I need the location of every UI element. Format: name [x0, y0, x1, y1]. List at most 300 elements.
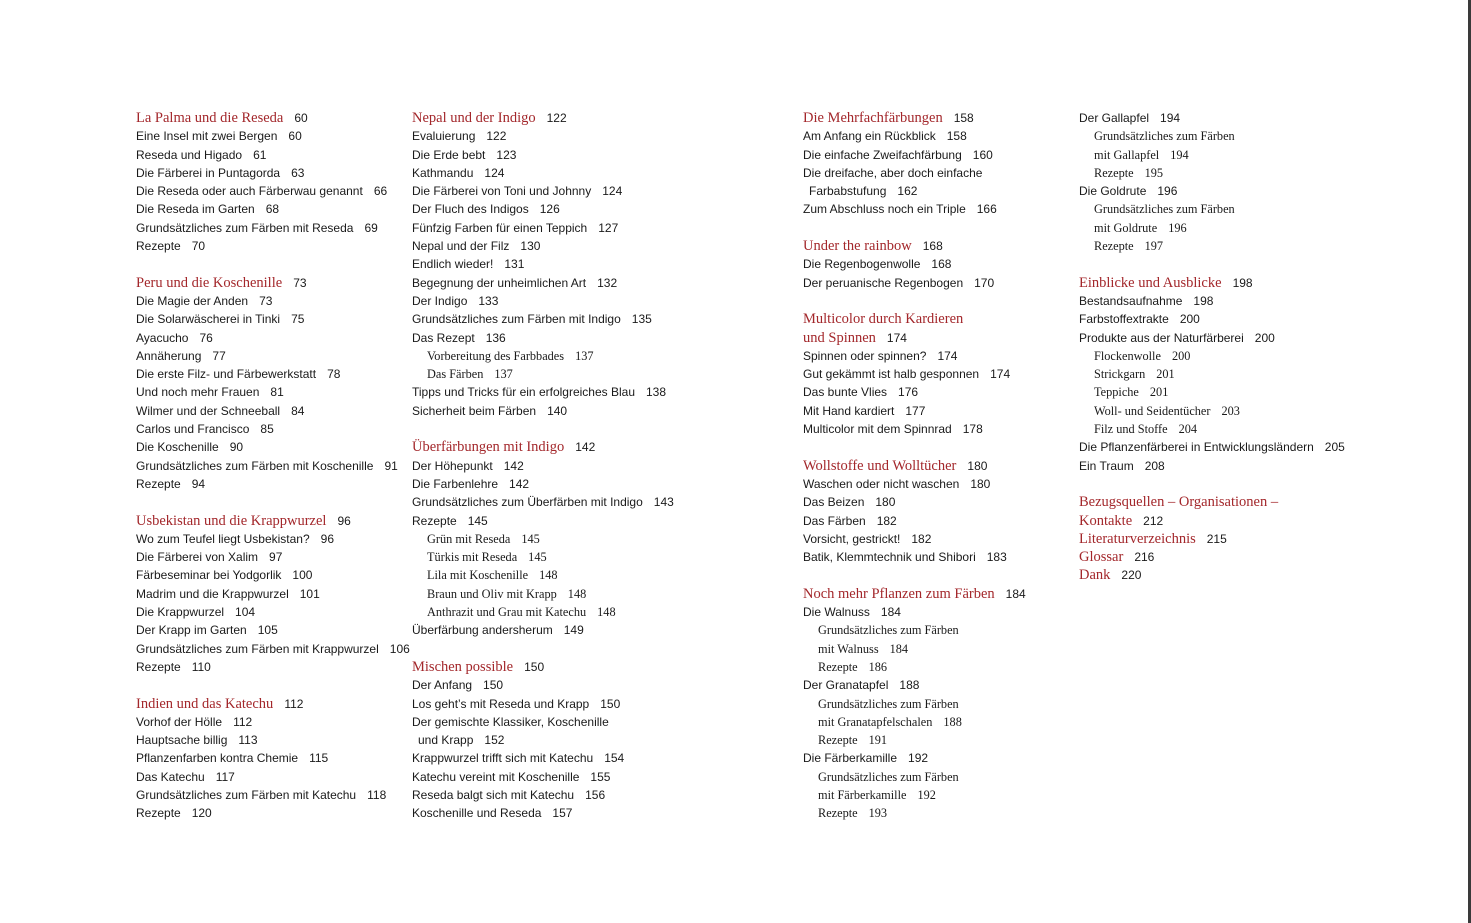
toc-entry: [412, 274, 792, 292]
toc-page-number: 145: [467, 513, 488, 528]
toc-page-number: 135: [631, 312, 652, 327]
toc-page-number: 193: [868, 806, 888, 821]
toc-entry-title: Grundsätzliches zum Färben: [1094, 202, 1235, 217]
toc-entry-title: Zum Abschluss noch ein Triple: [803, 202, 966, 217]
toc-entry: [136, 127, 398, 145]
toc-entry-title: Der Granatapfel: [803, 678, 889, 693]
toc-entry-title: Die Reseda oder auch Färberwau genannt: [136, 184, 363, 199]
toc-page-number: 180: [967, 458, 988, 473]
toc-chapter-heading: [136, 512, 398, 530]
toc-entry-title: und Spinnen: [803, 329, 876, 346]
toc-entry-title: Anthrazit und Grau mit Katechu: [427, 605, 587, 620]
toc-page-number: 117: [215, 769, 235, 784]
toc-entry-title: Die Walnuss: [803, 605, 870, 620]
toc-entry-title: Rezepte: [1094, 165, 1134, 180]
toc-page-number: 183: [986, 550, 1007, 565]
toc-entry: [412, 292, 792, 310]
toc-entry-title: Das Katechu: [136, 769, 205, 784]
toc-entry: [136, 329, 398, 347]
toc-entry: [136, 310, 398, 328]
toc-page-number: 212: [1143, 513, 1164, 528]
toc-subentry: [412, 530, 792, 548]
toc-entry: [412, 402, 792, 420]
toc-spacer: [136, 493, 398, 511]
toc-subentry: [1079, 127, 1349, 145]
toc-entry-title: Pflanzenfarben kontra Chemie: [136, 751, 299, 766]
toc-page-number: 201: [1156, 367, 1175, 382]
toc-entry-title: Die dreifache, aber doch einfache: [803, 165, 983, 180]
toc-entry: [136, 731, 398, 749]
toc-entry: [803, 493, 1073, 511]
toc-chapter-heading: [412, 658, 792, 676]
toc-entry: [136, 621, 398, 639]
toc-page-number: 168: [931, 257, 952, 272]
toc-entry-title: Die Goldrute: [1079, 184, 1147, 199]
toc-page-number: 184: [1005, 586, 1026, 601]
toc-subentry: [1079, 347, 1349, 365]
toc-page-number: 85: [260, 422, 274, 437]
toc-page-number: 216: [1134, 550, 1155, 565]
toc-subentry: [803, 695, 1073, 713]
toc-page-number: 149: [563, 623, 584, 638]
toc-entry: [136, 768, 398, 786]
toc-entry-title: Sicherheit beim Färben: [412, 403, 537, 418]
toc-entry-title: Literaturverzeichnis: [1079, 530, 1196, 547]
toc-entry-title: Flockenwolle: [1094, 348, 1161, 363]
toc-entry-title: Die Koschenille: [136, 440, 219, 455]
toc-page-number: 154: [604, 751, 625, 766]
toc-entry: [803, 420, 1073, 438]
toc-entry: [412, 383, 792, 401]
toc-subentry: [412, 566, 792, 584]
toc-subentry: [412, 365, 792, 383]
toc-page-number: 145: [528, 550, 547, 565]
toc-spacer: [803, 438, 1073, 456]
toc-entry: [136, 457, 398, 475]
toc-entry-title: Überfärbung andersherum: [412, 623, 553, 638]
toc-page-number: 142: [503, 458, 524, 473]
toc-page-number: 113: [238, 733, 258, 748]
toc-page-number: 81: [270, 385, 284, 400]
toc-entry-title: La Palma und die Reseda: [136, 110, 284, 126]
toc-entry-title: mit Walnuss: [818, 641, 879, 656]
toc-page-number: 105: [257, 623, 278, 638]
toc-entry: [412, 475, 792, 493]
toc-entry-title: Grundsätzliches zum Färben mit Reseda: [136, 220, 354, 235]
toc-entry: [412, 127, 792, 145]
toc-page-number: 182: [876, 513, 897, 528]
toc-entry-title: Mischen possible: [412, 658, 514, 675]
toc-page-number: 184: [889, 641, 909, 656]
toc-entry-title: Grundsätzliches zum Färben mit Katechu: [136, 787, 357, 802]
toc-entry-title: Die Färberei von Toni und Johnny: [412, 184, 592, 199]
toc-entry-title: Wo zum Teufel liegt Usbekistan?: [136, 531, 310, 546]
toc-entry: [803, 200, 1073, 218]
toc-subentry: [1079, 383, 1349, 401]
toc-page-number: 122: [546, 111, 567, 125]
toc-entry: [803, 383, 1073, 401]
toc-page-number: 150: [600, 696, 621, 711]
toc-entry-title: Rezepte: [1094, 239, 1134, 254]
toc-entry-title: Vorsicht, gestrickt!: [803, 531, 901, 546]
toc-page-number: 178: [962, 422, 983, 437]
toc-entry-title: Türkis mit Reseda: [427, 550, 518, 565]
toc-entry: [136, 438, 398, 456]
toc-entry-title: Die erste Filz- und Färbewerkstatt: [136, 367, 317, 382]
toc-chapter-heading: [803, 329, 1073, 347]
toc-page-number: 191: [868, 733, 888, 748]
toc-page-number: 137: [575, 348, 594, 363]
toc-entry: [803, 255, 1073, 273]
toc-page-number: 156: [585, 787, 606, 802]
toc-page-number: 124: [484, 165, 505, 180]
toc-page-number: 76: [199, 330, 213, 345]
toc-entry: [412, 786, 792, 804]
toc-chapter-heading: [803, 457, 1073, 475]
toc-chapter-heading: [1079, 566, 1349, 584]
toc-column-2: [412, 109, 792, 823]
toc-entry-title: Kontakte: [1079, 512, 1133, 529]
toc-entry: [803, 146, 1073, 164]
toc-entry-title: Glossar: [1079, 549, 1124, 566]
toc-page-number: 112: [233, 714, 253, 729]
toc-entry: [412, 164, 792, 182]
toc-chapter-heading: [803, 237, 1073, 255]
toc-entry-title: Grün mit Reseda: [427, 531, 511, 546]
toc-entry: [803, 164, 1073, 182]
toc-entry: [136, 804, 398, 822]
toc-entry-title: Rezepte: [412, 513, 457, 528]
toc-page-number: 195: [1144, 165, 1164, 180]
toc-subentry: [803, 640, 1073, 658]
toc-spacer: [1079, 475, 1349, 493]
toc-entry: [1079, 109, 1349, 127]
toc-entry: [803, 530, 1073, 548]
toc-entry-title: Reseda und Higado: [136, 147, 243, 162]
toc-entry-title: Under the rainbow: [803, 238, 912, 255]
toc-entry: [136, 292, 398, 310]
toc-column-1: [136, 109, 410, 823]
toc-subentry: [412, 548, 792, 566]
toc-page-number: 73: [293, 275, 307, 290]
toc-entry-title: Rezepte: [818, 659, 858, 674]
toc-page-number: 60: [288, 129, 302, 144]
toc-page-number: 115: [309, 751, 329, 766]
toc-page-number: 198: [1193, 293, 1214, 308]
toc-entry-title: Evaluierung: [412, 129, 476, 144]
toc-entry-title: Krappwurzel trifft sich mit Katechu: [412, 751, 594, 766]
toc-subentry: [803, 804, 1073, 822]
toc-entry: [803, 127, 1073, 145]
toc-entry-continuation: [803, 182, 1073, 200]
toc-spacer: [803, 566, 1073, 584]
toc-page-number: 84: [291, 403, 305, 418]
toc-entry-title: Rezepte: [136, 659, 181, 674]
toc-entry: [412, 146, 792, 164]
toc-entry: [412, 457, 792, 475]
toc-entry-title: Grundsätzliches zum Färben mit Koschenille: [136, 458, 374, 473]
toc-entry: [412, 255, 792, 273]
toc-entry-title: mit Gallapfel: [1094, 147, 1160, 162]
toc-entry-title: Die Reseda im Garten: [136, 202, 255, 217]
toc-entry-title: Der Fluch des Indigos: [412, 202, 529, 217]
toc-page-number: 126: [539, 202, 560, 217]
toc-entry: [136, 749, 398, 767]
toc-entry-title: Vorhof der Hölle: [136, 714, 223, 729]
toc-subentry: [803, 713, 1073, 731]
toc-entry: [136, 347, 398, 365]
toc-entry-title: mit Goldrute: [1094, 220, 1158, 235]
toc-entry: [136, 182, 398, 200]
toc-entry: [136, 402, 398, 420]
toc-entry: [136, 658, 398, 676]
toc-page-number: 196: [1157, 184, 1178, 199]
toc-page-number: 123: [496, 147, 517, 162]
toc-entry-title: Der Krapp im Garten: [136, 623, 247, 638]
toc-page-number: 160: [972, 147, 993, 162]
toc-page-number: 205: [1324, 440, 1345, 455]
toc-page-number: 94: [191, 476, 206, 491]
toc-entry-title: Mit Hand kardiert: [803, 403, 895, 418]
toc-chapter-heading: [803, 310, 1073, 328]
toc-entry-title: Die Farbenlehre: [412, 476, 499, 491]
toc-entry: [136, 566, 398, 584]
toc-entry: [136, 713, 398, 731]
toc-entry: [412, 749, 792, 767]
toc-entry-title: Rezepte: [136, 806, 181, 821]
toc-page-number: 180: [875, 495, 896, 510]
toc-entry-title: Grundsätzliches zum Färben: [818, 769, 959, 784]
toc-entry: [803, 274, 1073, 292]
toc-entry-title: Woll- und Seidentücher: [1094, 403, 1211, 418]
toc-entry: [412, 182, 792, 200]
toc-page-number: 200: [1179, 312, 1200, 327]
toc-page-number: 124: [602, 184, 623, 199]
toc-subentry: [412, 603, 792, 621]
toc-entry: [136, 200, 398, 218]
toc-chapter-heading: [412, 438, 792, 456]
toc-entry: [136, 237, 398, 255]
toc-entry: [136, 164, 398, 182]
toc-entry-title: Katechu vereint mit Koschenille: [412, 769, 580, 784]
toc-spacer: [136, 676, 398, 694]
toc-page-number: 145: [521, 531, 540, 546]
toc-page-number: 140: [547, 403, 568, 418]
toc-entry-title: Waschen oder nicht waschen: [803, 476, 960, 491]
toc-entry-title: Wollstoffe und Wolltücher: [803, 457, 957, 474]
toc-page-number: 112: [284, 696, 304, 711]
toc-spacer: [1079, 255, 1349, 273]
toc-entry: [412, 310, 792, 328]
toc-entry: [412, 219, 792, 237]
toc-entry-title: Produkte aus der Naturfärberei: [1079, 330, 1244, 345]
toc-entry: [412, 676, 792, 694]
toc-entry: [803, 475, 1073, 493]
toc-page-number: 60: [294, 111, 308, 125]
toc-entry-title: Der Indigo: [412, 293, 468, 308]
toc-page-number: 101: [299, 586, 320, 601]
toc-entry-title: Multicolor mit dem Spinnrad: [803, 422, 952, 437]
toc-entry-title: Nepal und der Indigo: [412, 110, 536, 126]
toc-entry-title: Das bunte Vlies: [803, 385, 888, 400]
toc-entry-title: Der Höhepunkt: [412, 458, 493, 473]
toc-page-number: 174: [886, 330, 907, 345]
toc-entry: [803, 749, 1073, 767]
toc-entry-title: Kathmandu: [412, 165, 474, 180]
toc-page-number: 162: [897, 184, 918, 199]
toc-page-number: 201: [1149, 385, 1169, 400]
toc-subentry: [803, 658, 1073, 676]
toc-page-number: 208: [1144, 458, 1165, 473]
toc-entry-title: Das Beizen: [803, 495, 865, 510]
toc-entry-title: Lila mit Koschenille: [427, 568, 529, 583]
toc-entry: [803, 347, 1073, 365]
toc-entry: [412, 329, 792, 347]
toc-entry-title: Die Regenbogenwolle: [803, 257, 921, 272]
toc-page-number: 177: [905, 403, 926, 418]
toc-entry-title: Der Anfang: [412, 678, 473, 693]
toc-page-number: 138: [646, 385, 667, 400]
toc-entry-title: Strickgarn: [1094, 367, 1146, 382]
toc-page-number: 148: [597, 605, 616, 620]
toc-page-number: 143: [653, 495, 674, 510]
toc-page-number: 136: [485, 330, 506, 345]
toc-entry-title: Einblicke und Ausblicke: [1079, 274, 1222, 291]
toc-page-number: 70: [191, 239, 206, 254]
toc-entry-title: Die Färberei in Puntagorda: [136, 165, 281, 180]
toc-entry: [136, 548, 398, 566]
toc-entry: [412, 804, 792, 822]
toc-page-number: 148: [539, 568, 558, 583]
toc-chapter-heading: [412, 109, 792, 127]
toc-page-number: 90: [229, 440, 244, 455]
toc-entry-title: mit Färberkamille: [818, 787, 907, 802]
toc-entry-title: Grundsätzliches zum Überfärben mit Indigo: [412, 495, 643, 510]
toc-entry-title: Grundsätzliches zum Färben mit Indigo: [412, 312, 621, 327]
toc-subentry: [803, 731, 1073, 749]
toc-entry-title: Rezepte: [136, 476, 181, 491]
toc-spacer: [412, 640, 792, 658]
toc-entry: [803, 676, 1073, 694]
toc-page-number: 100: [292, 568, 313, 583]
toc-entry-title: Koschenille und Reseda: [412, 806, 542, 821]
toc-page-number: 73: [259, 293, 273, 308]
toc-page-number: 200: [1254, 330, 1275, 345]
toc-entry: [803, 365, 1073, 383]
toc-page-number: 69: [364, 220, 378, 235]
toc-entry-title: Der gemischte Klassiker, Koschenille: [412, 714, 609, 729]
toc-page-number: 198: [1232, 275, 1253, 290]
toc-page-number: 168: [922, 239, 943, 254]
toc-page-number: 194: [1170, 147, 1189, 162]
toc-page-number: 200: [1171, 348, 1191, 363]
toc-entry-title: Annäherung: [136, 348, 202, 363]
toc-entry: [803, 548, 1073, 566]
toc-page-number: 157: [552, 806, 573, 821]
toc-page-number: 150: [524, 659, 545, 674]
toc-page-number: 186: [868, 659, 888, 674]
toc-entry: [803, 512, 1073, 530]
toc-entry: [136, 585, 398, 603]
toc-column-3: [803, 109, 1073, 823]
toc-page-number: 63: [291, 165, 305, 180]
toc-page-number: 158: [953, 111, 974, 125]
toc-entry-title: Nepal und der Filz: [412, 239, 510, 254]
toc-chapter-heading: [803, 109, 1073, 127]
toc-entry-title: Braun und Oliv mit Krapp: [427, 586, 557, 601]
toc-page-number: 104: [235, 605, 256, 620]
toc-spacer: [803, 292, 1073, 310]
toc-page-number: 61: [253, 147, 267, 162]
toc-entry: [136, 640, 410, 658]
toc-chapter-heading: [1079, 512, 1349, 530]
toc-entry-title: Grundsätzliches zum Färben: [818, 696, 959, 711]
toc-entry-title: Wilmer und der Schneeball: [136, 403, 281, 418]
toc-entry: [803, 402, 1073, 420]
toc-page-number: 106: [389, 641, 410, 656]
toc-page-number: 203: [1221, 403, 1240, 418]
toc-chapter-heading: [1079, 274, 1349, 292]
toc-page-number: 133: [478, 293, 499, 308]
toc-page-number: 204: [1178, 422, 1198, 437]
toc-page-number: 110: [191, 659, 211, 674]
toc-subentry: [1079, 420, 1349, 438]
toc-entry-title: Am Anfang ein Rückblick: [803, 129, 936, 144]
toc-entry-title: Bestandsaufnahme: [1079, 293, 1183, 308]
toc-subentry: [1079, 237, 1349, 255]
toc-entry: [1079, 182, 1349, 200]
toc-entry-title: Rezepte: [818, 806, 858, 821]
toc-entry-title: Überfärbungen mit Indigo: [412, 439, 565, 456]
toc-chapter-heading: [1079, 493, 1349, 511]
toc-subentry: [1079, 146, 1349, 164]
toc-page-number: 75: [291, 312, 305, 327]
toc-page-number: 137: [494, 367, 513, 382]
toc-entry-title: Vorbereitung des Farbbades: [427, 348, 565, 363]
toc-page-number: 78: [327, 367, 341, 382]
toc-entry-title: Das Rezept: [412, 330, 475, 345]
toc-entry: [136, 530, 398, 548]
toc-page-number: 180: [970, 476, 991, 491]
toc-subentry: [412, 585, 792, 603]
toc-entry-title: Die Krappwurzel: [136, 605, 225, 620]
toc-entry-title: Das Färben: [803, 513, 866, 528]
toc-page-number: 184: [880, 605, 901, 620]
toc-page-number: 188: [899, 678, 920, 693]
toc-entry: [412, 200, 792, 218]
toc-subentry: [1079, 164, 1349, 182]
toc-entry-title: Hauptsache billig: [136, 733, 228, 748]
toc-subentry: [1079, 365, 1349, 383]
toc-entry-title: Multicolor durch Kardieren: [803, 311, 964, 328]
toc-entry: [136, 786, 398, 804]
toc-page-number: 132: [597, 275, 618, 290]
toc-entry: [136, 365, 398, 383]
toc-entry-title: Los geht’s mit Reseda und Krapp: [412, 696, 590, 711]
toc-entry-title: Fünfzig Farben für einen Teppich: [412, 220, 588, 235]
toc-entry-title: Dank: [1079, 567, 1111, 584]
toc-entry-title: Filz und Stoffe: [1094, 422, 1168, 437]
toc-chapter-heading: [136, 274, 398, 292]
toc-entry-title: mit Granatapfelschalen: [818, 714, 933, 729]
toc-subentry: [803, 621, 1073, 639]
toc-page-number: 148: [567, 586, 587, 601]
toc-page-number: 127: [598, 220, 619, 235]
toc-page-number: 122: [486, 129, 507, 144]
toc-entry-continuation: [412, 731, 792, 749]
toc-page-number: 152: [484, 733, 505, 748]
toc-page-number: 215: [1206, 531, 1227, 546]
